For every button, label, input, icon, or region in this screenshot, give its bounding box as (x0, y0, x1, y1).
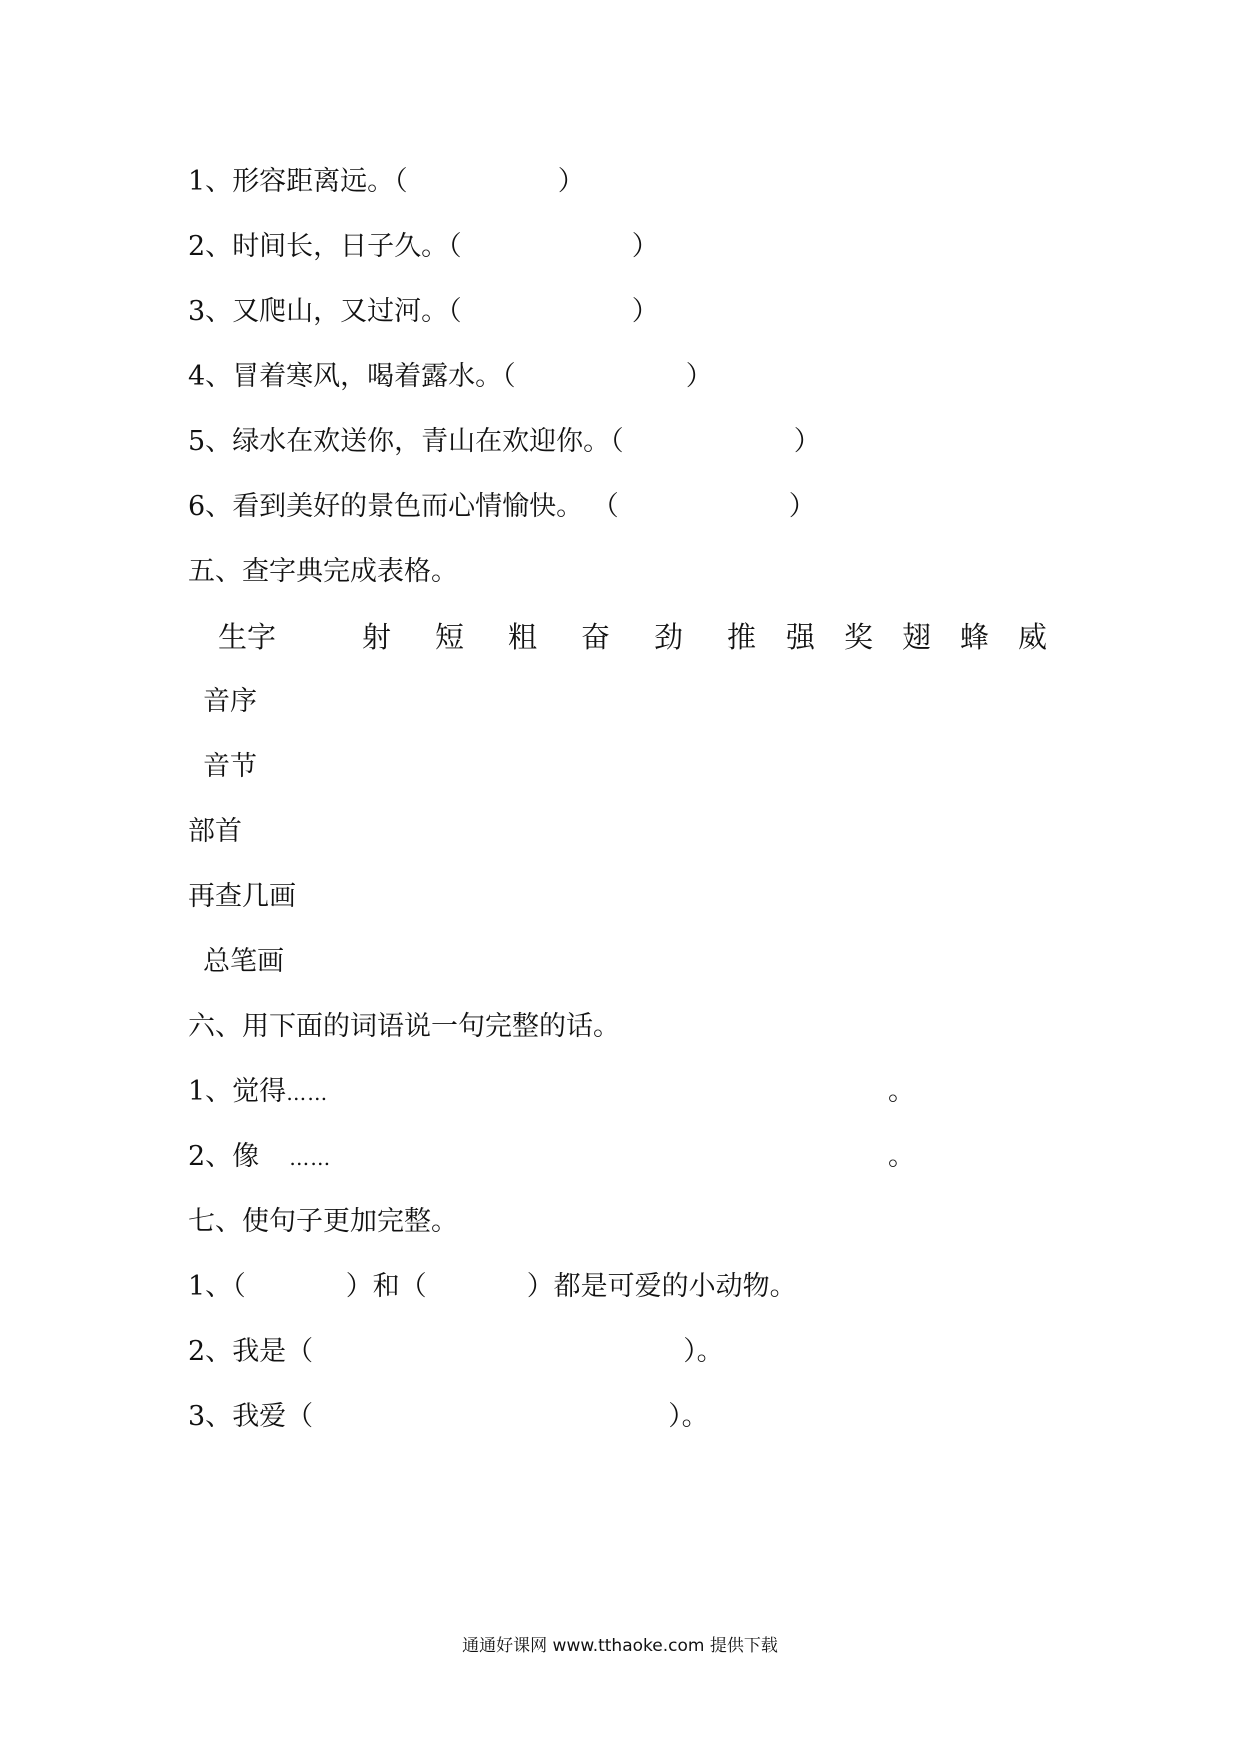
table-character: 射 (362, 620, 392, 654)
table-character: 强 (786, 620, 816, 654)
table-character: 奋 (581, 620, 611, 654)
table-row-label: 再查几画 (188, 881, 296, 912)
table-character: 短 (435, 620, 465, 654)
table-row-label: 部首 (188, 816, 242, 847)
table-row-label: 总笔画 (203, 946, 284, 977)
item-close: ）。 (683, 1336, 724, 1367)
item-close: ） (788, 491, 816, 522)
item-text: 我是（ (232, 1336, 314, 1367)
sentence-end: 。 (888, 1141, 915, 1172)
table-character: 蜂 (960, 620, 990, 654)
table-character: 粗 (508, 620, 538, 654)
part4-item-1 (188, 164, 585, 200)
item-word: 像 (232, 1141, 260, 1172)
item-text: ）都是可爱的小动物。 (526, 1271, 797, 1302)
item-number: 5、 (188, 426, 233, 457)
page-footer: 通通好课网 www.tthaoke.com 提供下载 (462, 1636, 778, 1656)
item-text: 冒着寒风，喝着露水。（ (232, 361, 516, 392)
part7-item-2 (188, 1334, 724, 1370)
item-close: ） (557, 166, 585, 197)
item-number: 2、 (188, 1336, 233, 1367)
item-text: 看到美好的景色而心情愉快。 （ (232, 491, 619, 522)
part6-heading: 六、用下面的词语说一句完整的话。 (188, 1011, 620, 1042)
item-open: （ (232, 1271, 246, 1302)
part4-item-2 (188, 229, 659, 265)
item-number: 3、 (188, 296, 233, 327)
item-text: ）和（ (345, 1271, 427, 1302)
table-character: 推 (727, 620, 757, 654)
part5-heading: 五、查字典完成表格。 (188, 556, 458, 587)
part7-item-3 (188, 1399, 709, 1435)
item-close: ） (685, 361, 713, 392)
item-word: 觉得 (232, 1076, 287, 1107)
item-number: 1、 (188, 1271, 233, 1302)
part4-item-3 (188, 294, 659, 330)
table-character: 翅 (902, 620, 932, 654)
item-number: 2、 (188, 231, 233, 262)
part6-item-2 (188, 1139, 331, 1176)
table-character: 奖 (844, 620, 874, 654)
part7-item-1 (188, 1269, 797, 1305)
table-character: 威 (1018, 620, 1048, 654)
part7-heading: 七、使句子更加完整。 (188, 1206, 458, 1237)
item-number: 1、 (188, 166, 233, 197)
part4-item-4 (188, 359, 713, 395)
ellipsis: …… (286, 1081, 329, 1105)
table-row-label: 音节 (203, 751, 257, 782)
table-header-label: 生字 (218, 620, 277, 654)
item-number: 6、 (188, 491, 233, 522)
item-number: 1、 (188, 1076, 233, 1107)
item-text: 时间长，日子久。（ (232, 231, 462, 262)
part4-item-5 (188, 424, 821, 460)
part4-item-6 (188, 489, 816, 525)
item-close: ）。 (668, 1401, 709, 1432)
item-close: ） (631, 296, 659, 327)
item-text: 又爬山，又过河。（ (232, 296, 462, 327)
item-close: ） (631, 231, 659, 262)
part6-item-1 (188, 1074, 328, 1111)
table-row-label: 音序 (203, 686, 257, 717)
item-number: 3、 (188, 1401, 233, 1432)
item-text: 绿水在欢送你，青山在欢迎你。（ (232, 426, 624, 457)
item-number: 4、 (188, 361, 233, 392)
table-character: 劲 (654, 620, 684, 654)
ellipsis: …… (289, 1146, 332, 1170)
item-text: 我爱（ (232, 1401, 314, 1432)
item-text: 形容距离远。（ (232, 166, 408, 197)
sentence-end: 。 (888, 1076, 915, 1107)
item-close: ） (793, 426, 821, 457)
item-number: 2、 (188, 1141, 233, 1172)
